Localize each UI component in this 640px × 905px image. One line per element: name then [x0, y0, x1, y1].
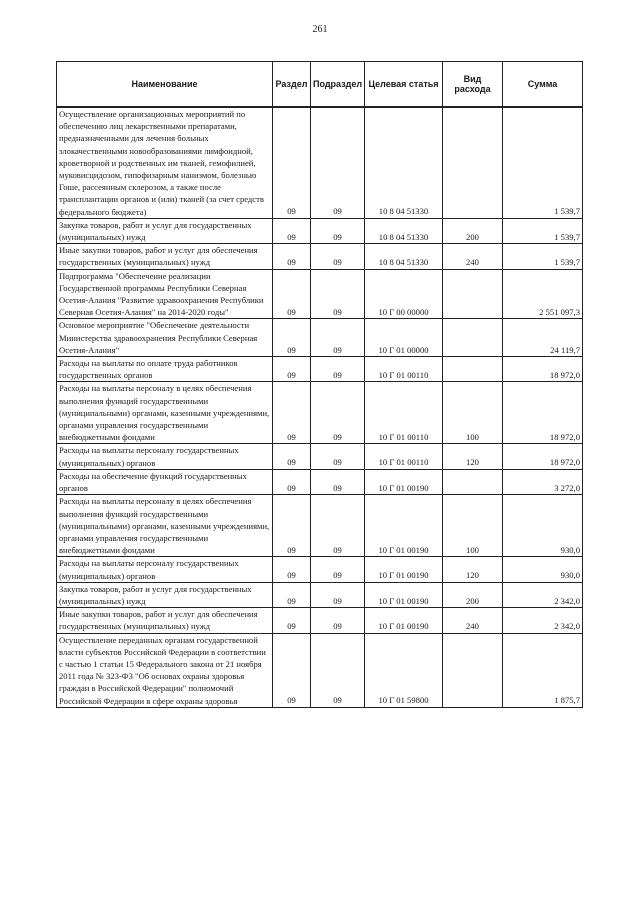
row-summa: 1 539,7	[503, 218, 583, 243]
row-razdel: 09	[273, 382, 311, 444]
row-razdel: 09	[273, 469, 311, 494]
row-vid	[443, 269, 503, 319]
table-row	[57, 107, 583, 218]
row-name: Осуществление переданных органам государственной власти субъектов Российской Федерации в соответствии с частью 1 статьи 15 Федерального закона от 21 ноября 2011 года № 323-ФЗ "Об основах охраны здоровья граждан в Российской Федерации" полномочий Российской Федерации в сфере охраны здоровья	[57, 633, 273, 707]
row-summa: 3 272,0	[503, 469, 583, 494]
row-tselevaya: 10 Г 01 00190	[365, 557, 443, 582]
row-podrazdel: 09	[311, 608, 365, 633]
row-name: Расходы на выплаты персоналу в целях обеспечения выполнения функций государственными (муниципальными) органами, казенными учреждениями, органами управления государственными внебюджетными фондами	[57, 382, 273, 444]
row-vid: 100	[443, 382, 503, 444]
row-vid: 100	[443, 495, 503, 557]
row-podrazdel: 09	[311, 218, 365, 243]
row-tselevaya: 10 Г 01 00110	[365, 382, 443, 444]
row-vid: 120	[443, 557, 503, 582]
row-name: Закупка товаров, работ и услуг для государственных (муниципальных) нужд	[57, 218, 273, 243]
row-razdel: 09	[273, 357, 311, 382]
row-tselevaya: 10 Г 01 00190	[365, 495, 443, 557]
header-vid-raskhoda: Вид расхода	[443, 62, 503, 108]
row-podrazdel: 09	[311, 495, 365, 557]
row-podrazdel: 09	[311, 633, 365, 707]
row-vid	[443, 469, 503, 494]
row-tselevaya: 10 Г 01 00000	[365, 319, 443, 357]
row-razdel: 09	[273, 218, 311, 243]
row-summa: 1 875,7	[503, 633, 583, 707]
row-tselevaya: 10 8 04 51330	[365, 107, 443, 218]
row-podrazdel: 09	[311, 582, 365, 607]
table-row	[57, 357, 583, 382]
row-name: Расходы на обеспечение функций государственных органов	[57, 469, 273, 494]
header-podrazdel: Подраздел	[311, 62, 365, 108]
row-vid	[443, 633, 503, 707]
row-vid: 200	[443, 218, 503, 243]
header-tselevaya-statya: Целевая статья	[365, 62, 443, 108]
table-row	[57, 557, 583, 582]
table-row	[57, 633, 583, 707]
row-summa: 1 539,7	[503, 107, 583, 218]
row-vid	[443, 107, 503, 218]
row-tselevaya: 10 Г 01 00190	[365, 608, 443, 633]
row-podrazdel: 09	[311, 319, 365, 357]
row-vid: 120	[443, 444, 503, 469]
row-summa: 930,0	[503, 495, 583, 557]
row-summa: 1 539,7	[503, 244, 583, 269]
table-row	[57, 608, 583, 633]
row-summa: 18 972,0	[503, 357, 583, 382]
row-razdel: 09	[273, 495, 311, 557]
row-vid: 240	[443, 608, 503, 633]
row-summa: 930,0	[503, 557, 583, 582]
table-row	[57, 269, 583, 319]
row-razdel: 09	[273, 608, 311, 633]
row-tselevaya: 10 8 04 51330	[365, 218, 443, 243]
row-razdel: 09	[273, 319, 311, 357]
row-tselevaya: 10 Г 01 00190	[365, 582, 443, 607]
row-tselevaya: 10 Г 01 00110	[365, 444, 443, 469]
row-name: Основное мероприятие "Обеспечение деятельности Министерства здравоохранения Республики Северная Осетия-Алания"	[57, 319, 273, 357]
table-row	[57, 469, 583, 494]
row-name: Расходы на выплаты персоналу государственных (муниципальных) органов	[57, 557, 273, 582]
header-razdel: Раздел	[273, 62, 311, 108]
table-row	[57, 244, 583, 269]
row-podrazdel: 09	[311, 382, 365, 444]
row-podrazdel: 09	[311, 244, 365, 269]
table-row	[57, 444, 583, 469]
table-row	[57, 382, 583, 444]
row-summa: 18 972,0	[503, 382, 583, 444]
row-tselevaya: 10 Г 00 00000	[365, 269, 443, 319]
row-podrazdel: 09	[311, 357, 365, 382]
row-tselevaya: 10 Г 01 00190	[365, 469, 443, 494]
row-vid: 200	[443, 582, 503, 607]
row-summa: 24 119,7	[503, 319, 583, 357]
row-name: Осуществление организационных мероприятий по обеспечению лиц лекарственными препаратами, предназначенными для лечения больных злокачественными новообразованиями лимфоидной, кроветворной и родственных им тканей, гемофилией, муковисцидозом, гипофизарным нанизмом, болезнью Гоше, рассеянным склерозом, а также после трансплантации органов и (или) тканей (за счет средств федерального бюджета)	[57, 107, 273, 218]
row-tselevaya: 10 Г 01 59800	[365, 633, 443, 707]
row-vid	[443, 319, 503, 357]
row-name: Иные закупки товаров, работ и услуг для обеспечения государственных (муниципальных) нужд	[57, 608, 273, 633]
row-razdel: 09	[273, 444, 311, 469]
page-number: 261	[312, 24, 328, 35]
row-podrazdel: 09	[311, 469, 365, 494]
budget-table	[56, 61, 583, 708]
row-razdel: 09	[273, 557, 311, 582]
row-name: Расходы на выплаты персоналу государственных (муниципальных) органов	[57, 444, 273, 469]
header-name: Наименование	[57, 62, 273, 108]
row-razdel: 09	[273, 269, 311, 319]
row-summa: 18 972,0	[503, 444, 583, 469]
row-summa: 2 342,0	[503, 582, 583, 607]
row-razdel: 09	[273, 582, 311, 607]
row-podrazdel: 09	[311, 107, 365, 218]
row-podrazdel: 09	[311, 557, 365, 582]
row-podrazdel: 09	[311, 444, 365, 469]
row-podrazdel: 09	[311, 269, 365, 319]
row-name: Иные закупки товаров, работ и услуг для обеспечения государственных (муниципальных) нужд	[57, 244, 273, 269]
row-name: Расходы на выплаты по оплате труда работников государственных органов	[57, 357, 273, 382]
row-name: Расходы на выплаты персоналу в целях обеспечения выполнения функций государственными (муниципальными) органами, казенными учреждениями, органами управления государственными внебюджетными фондами	[57, 495, 273, 557]
table-row	[57, 495, 583, 557]
row-vid	[443, 357, 503, 382]
table-row	[57, 218, 583, 243]
table-row	[57, 319, 583, 357]
row-razdel: 09	[273, 107, 311, 218]
row-vid: 240	[443, 244, 503, 269]
table-row	[57, 582, 583, 607]
row-tselevaya: 10 8 04 51330	[365, 244, 443, 269]
row-name: Закупка товаров, работ и услуг для государственных (муниципальных) нужд	[57, 582, 273, 607]
header-summa: Сумма	[503, 62, 583, 108]
row-name: Подпрограмма "Обеспечение реализации Государственной программы Республики Северная Осетия-Алания "Развитие здравоохранения Республики Северная Осетия-Алания" на 2014-2020 годы"	[57, 269, 273, 319]
row-summa: 2 342,0	[503, 608, 583, 633]
row-razdel: 09	[273, 244, 311, 269]
header-row	[57, 62, 583, 108]
row-tselevaya: 10 Г 01 00110	[365, 357, 443, 382]
row-summa: 2 551 097,3	[503, 269, 583, 319]
row-razdel: 09	[273, 633, 311, 707]
